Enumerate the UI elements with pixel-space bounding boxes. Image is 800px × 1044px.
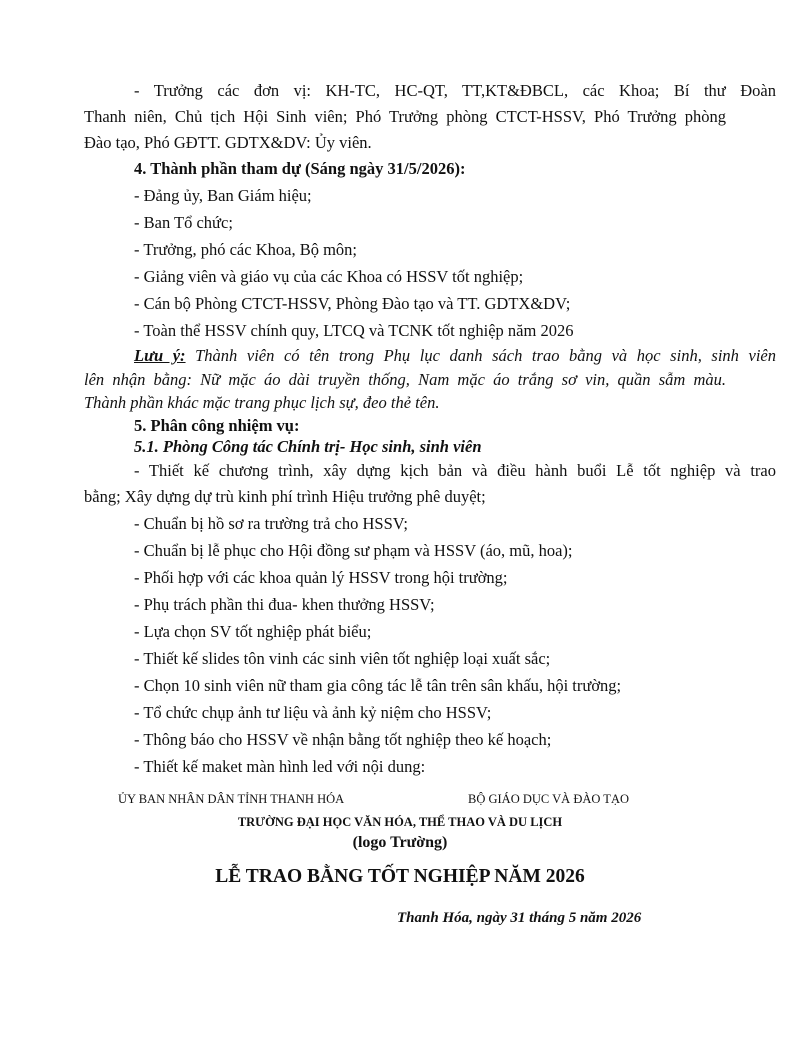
school-name: TRƯỜNG ĐẠI HỌC VĂN HÓA, THỂ THAO VÀ DU LỊCH (237, 815, 563, 829)
list-item: - Chọn 10 sinh viên nữ tham gia công tác lễ tân trên sân khấu, hội trường; (134, 676, 622, 695)
list-item: - Trưởng, phó các Khoa, Bộ môn; (134, 240, 357, 259)
section-4-heading: 4. Thành phần tham dự (Sáng ngày 31/5/2026): (134, 159, 466, 178)
list-item: - Đảng ủy, Ban Giám hiệu; (134, 186, 312, 205)
list-item: - Phụ trách phần thi đua- khen thưởng HSSV; (134, 595, 435, 614)
list-item: - Thiết kế slides tôn vinh các sinh viên tốt nghiệp loại xuất sắc; (134, 649, 551, 668)
logo-placeholder: (logo Trường) (352, 834, 448, 851)
list-item: - Toàn thể HSSV chính quy, LTCQ và TCNK tốt nghiệp năm 2026 (134, 321, 574, 340)
list-item: - Giảng viên và giáo vụ của các Khoa có HSSV tốt nghiệp; (134, 267, 524, 286)
list-item: - Cán bộ Phòng CTCT-HSSV, Phòng Đào tạo và TT. GDTX&DV; (134, 294, 571, 313)
ceremony-title: LỄ TRAO BẰNG TỐT NGHIỆP NĂM 2026 (215, 866, 585, 887)
members-line-1: - Trưởng các đơn vị: KH-TC, HC-QT, TT,KT&ĐBCL, các Khoa; Bí thư Đoàn (134, 81, 776, 100)
note-label: Lưu ý: (134, 346, 186, 365)
note-line-2: lên nhận bằng: Nữ mặc áo dài truyền thống, Nam mặc áo trắng sơ vin, quần sẫm màu. (84, 370, 726, 389)
date-line: Thanh Hóa, ngày 31 tháng 5 năm 2026 (397, 910, 642, 926)
list-item: - Ban Tổ chức; (134, 213, 233, 232)
list-item: - Phối hợp với các khoa quản lý HSSV trong hội trường; (134, 568, 508, 587)
task-line-2: bằng; Xây dựng dự trù kinh phí trình Hiệu trưởng phê duyệt; (84, 487, 486, 506)
list-item: - Tổ chức chụp ảnh tư liệu và ảnh kỷ niệm cho HSSV; (134, 703, 492, 722)
list-item: - Thiết kế maket màn hình led với nội dung: (134, 757, 426, 776)
members-line-2: Thanh niên, Chủ tịch Hội Sinh viên; Phó Trưởng phòng CTCT-HSSV, Phó Trưởng phòng (84, 107, 726, 126)
members-line-3: Đào tạo, Phó GĐTT. GDTX&DV: Ủy viên. (84, 133, 372, 152)
task-line-1: - Thiết kế chương trình, xây dựng kịch bản và điều hành buổi Lễ tốt nghiệp và trao (134, 461, 776, 480)
section-5-1-heading: 5.1. Phòng Công tác Chính trị- Học sinh, sinh viên (134, 437, 482, 456)
left-organization: ỦY BAN NHÂN DÂN TỈNH THANH HÓA (118, 792, 345, 806)
section-5-heading: 5. Phân công nhiệm vụ: (134, 416, 300, 435)
note-line-3: Thành phần khác mặc trang phục lịch sự, đeo thẻ tên. (84, 393, 440, 412)
note-line-1 (134, 345, 776, 367)
list-item: - Chuẩn bị hồ sơ ra trường trả cho HSSV; (134, 514, 409, 533)
note-text-1: Thành viên có tên trong Phụ lục danh sách trao bằng và học sinh, sinh viên (185, 346, 776, 365)
list-item: - Lựa chọn SV tốt nghiệp phát biểu; (134, 622, 372, 641)
list-item: - Chuẩn bị lễ phục cho Hội đồng sư phạm và HSSV (áo, mũ, hoa); (134, 541, 573, 560)
right-organization: BỘ GIÁO DỤC VÀ ĐÀO TẠO (468, 792, 629, 806)
list-item: - Thông báo cho HSSV về nhận bằng tốt nghiệp theo kế hoạch; (134, 730, 552, 749)
